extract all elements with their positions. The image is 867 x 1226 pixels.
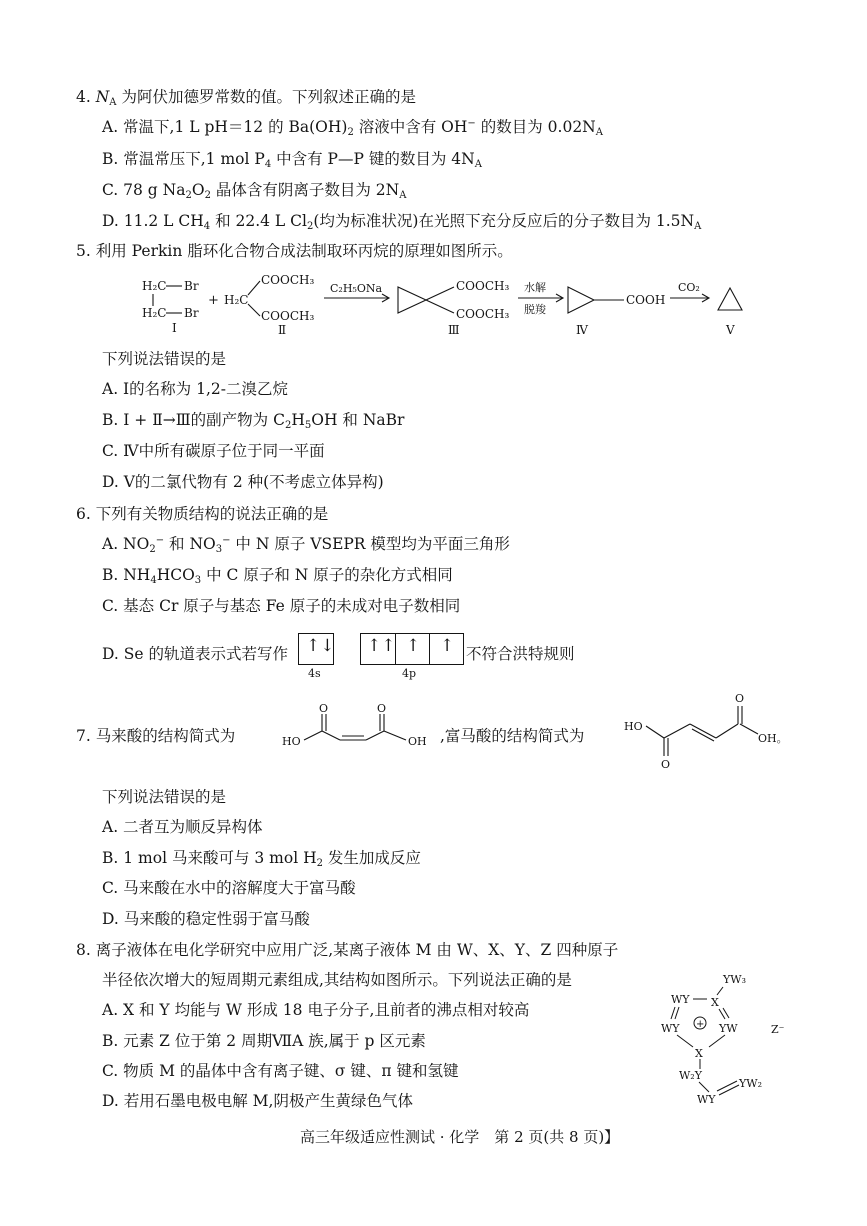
q7-option-d: D. 马来酸的稳定性弱于富马酸 — [102, 910, 310, 928]
q4-stem: 4. $N_A$ 为阿伏加德罗常数的值。下列叙述正确的是 — [76, 88, 416, 108]
compound-4 — [568, 287, 665, 337]
svg-text:O: O — [377, 702, 387, 715]
q8-stem-line1: 8. 离子液体在电化学研究中应用广泛,某离子液体 M 由 W、X、Y、Z 四种原子 — [76, 941, 619, 959]
svg-text:HO: HO — [282, 735, 301, 748]
svg-text:Br: Br — [184, 279, 199, 293]
q8-option-c: C. 物质 M 的晶体中含有离子键、σ 键、π 键和氢键 — [102, 1062, 459, 1080]
q7-option-a: A. 二者互为顺反异构体 — [102, 818, 263, 836]
svg-text:CO₂: CO₂ — [678, 281, 700, 294]
svg-text:Ⅴ: Ⅴ — [726, 323, 735, 337]
orbital-4p-arrows-2: ↑ — [406, 636, 421, 656]
q7-option-b: B. 1 mol 马来酸可与 3 mol $H_2$ 发生加成反应 — [102, 849, 421, 869]
svg-text:O: O — [661, 758, 671, 771]
svg-text:H₂C: H₂C — [142, 279, 167, 293]
q6-option-d-tail: 不符合洪特规则 — [466, 645, 575, 663]
maleic-acid-structure — [282, 700, 442, 750]
compound-1 — [142, 279, 199, 335]
ionic-liquid-structure — [655, 965, 805, 1110]
q5-reaction-scheme — [120, 268, 760, 350]
q5-stem: 5. 利用 Perkin 脂环化合物合成法制取环丙烷的原理如图所示。 — [76, 242, 513, 260]
svg-text:HO: HO — [624, 720, 643, 733]
q5-option-b: B. Ⅰ + Ⅱ→Ⅲ的副产物为 $C_2H_5OH$ 和 NaBr — [102, 411, 405, 431]
q6-option-c: C. 基态 Cr 原子与基态 Fe 原子的未成对电子数相同 — [102, 597, 461, 615]
svg-text:Ⅳ: Ⅳ — [576, 323, 588, 337]
q4-option-d: D. 11.2 L $CH_4$ 和 22.4 L $Cl_2$(均为标准状况)在光照下充分反应后的分子数目为 $1.5N_A$ — [102, 212, 702, 232]
svg-text:O: O — [319, 702, 329, 715]
reaction-arrow-3 — [670, 281, 709, 302]
q6-option-d-label: D. Se 的轨道表示式若写作 — [102, 645, 288, 663]
page-footer: 高三年级适应性测试 · 化学 第 2 页(共 8 页)】 — [300, 1128, 620, 1146]
svg-text:WY: WY — [697, 1093, 716, 1106]
svg-text:Ⅲ: Ⅲ — [448, 323, 460, 337]
q8-option-d: D. 若用石墨电极电解 M,阴极产生黄绿色气体 — [102, 1092, 413, 1110]
svg-text:W₂Y: W₂Y — [679, 1069, 702, 1082]
svg-text:O: O — [735, 692, 745, 705]
svg-text:Ⅰ: Ⅰ — [172, 321, 177, 335]
orbital-4p-arrows-1: ↑↑ — [367, 636, 396, 656]
fumaric-acid-structure — [622, 690, 788, 772]
svg-text:水解: 水解 — [524, 281, 546, 294]
svg-text:WY: WY — [671, 993, 690, 1006]
svg-text:COOCH₃: COOCH₃ — [261, 309, 315, 323]
q8-option-a: A. X 和 Y 均能与 W 形成 18 电子分子,且前者的沸点相对较高 — [102, 1001, 530, 1019]
compound-2 — [224, 273, 315, 337]
q7-option-c: C. 马来酸在水中的溶解度大于富马酸 — [102, 879, 356, 897]
svg-text:COOCH₃: COOCH₃ — [261, 273, 315, 287]
q5-option-c: C. Ⅳ中所有碳原子位于同一平面 — [102, 442, 325, 460]
q6-option-a: A. $NO_2^-$ 和 $NO_3^-$ 中 N 原子 VSEPR 模型均为平面三角形 — [102, 535, 510, 555]
svg-text:OH: OH — [408, 735, 427, 748]
svg-text:COOH: COOH — [626, 293, 666, 307]
svg-text:脱羧: 脱羧 — [524, 303, 546, 316]
q7-stem-b: ,富马酸的结构简式为 — [440, 727, 585, 745]
svg-text:YW₃: YW₃ — [723, 973, 746, 986]
q7-stem-a: 7. 马来酸的结构简式为 — [76, 727, 236, 745]
q6-option-b: B. $NH_4HCO_3$ 中 C 原子和 N 原子的杂化方式相同 — [102, 566, 453, 586]
q7-ask: 下列说法错误的是 — [102, 788, 227, 806]
q8-stem-line2: 半径依次增大的短周期元素组成,其结构如图所示。下列说法正确的是 — [102, 971, 572, 989]
svg-text:X: X — [695, 1047, 703, 1060]
orbital-4s-label: 4s — [308, 667, 321, 680]
svg-text:Z⁻: Z⁻ — [771, 1023, 785, 1036]
svg-text:COOCH₃: COOCH₃ — [456, 279, 510, 293]
q5-ask: 下列说法错误的是 — [102, 350, 227, 368]
svg-text:H₂C: H₂C — [142, 306, 167, 320]
reaction-arrow-1 — [324, 282, 389, 302]
svg-text:+: + — [696, 1019, 705, 1030]
svg-text:WY: WY — [661, 1022, 680, 1035]
q4-option-a: A. 常温下,1 L pH＝12 的 $Ba(OH)_2$ 溶液中含有 OH− 的数目为 $0.02N_A$ — [102, 118, 603, 138]
compound-5 — [718, 288, 742, 337]
svg-text:X: X — [711, 996, 719, 1009]
orbital-4p-label: 4p — [402, 667, 417, 680]
svg-text:YW: YW — [719, 1022, 738, 1035]
svg-text:YW₂: YW₂ — [739, 1077, 762, 1090]
svg-text:Ⅱ: Ⅱ — [278, 323, 287, 337]
svg-text:C₂H₅ONa: C₂H₅ONa — [330, 282, 383, 295]
orbital-4s-arrows: ↑↓ — [306, 636, 335, 656]
q5-option-d: D. Ⅴ的二氯代物有 2 种(不考虑立体异构) — [102, 473, 384, 491]
q4-option-c: C. 78 g $Na_2O_2$ 晶体含有阴离子数目为 $2N_A$ — [102, 181, 407, 201]
svg-text:COOCH₃: COOCH₃ — [456, 307, 510, 321]
q5-option-a: A. Ⅰ的名称为 1,2-二溴乙烷 — [102, 380, 288, 398]
svg-text:Br: Br — [184, 306, 199, 320]
orbital-4p-arrows-3: ↑ — [440, 636, 455, 656]
q4-option-b: B. 常温常压下,1 mol $P_4$ 中含有 P—P 键的数目为 $4N_A$ — [102, 150, 482, 170]
orbital-4p-box — [360, 633, 464, 665]
plus-sign: + — [208, 293, 219, 308]
svg-text:OH。: OH。 — [758, 732, 788, 745]
q6-stem: 6. 下列有关物质结构的说法正确的是 — [76, 505, 329, 523]
svg-text:H₂C: H₂C — [224, 293, 249, 307]
reaction-arrow-2 — [518, 280, 563, 316]
orbital-4s-box — [298, 633, 334, 665]
q8-option-b: B. 元素 Z 位于第 2 周期ⅦA 族,属于 p 区元素 — [102, 1032, 426, 1050]
compound-3 — [398, 279, 510, 337]
